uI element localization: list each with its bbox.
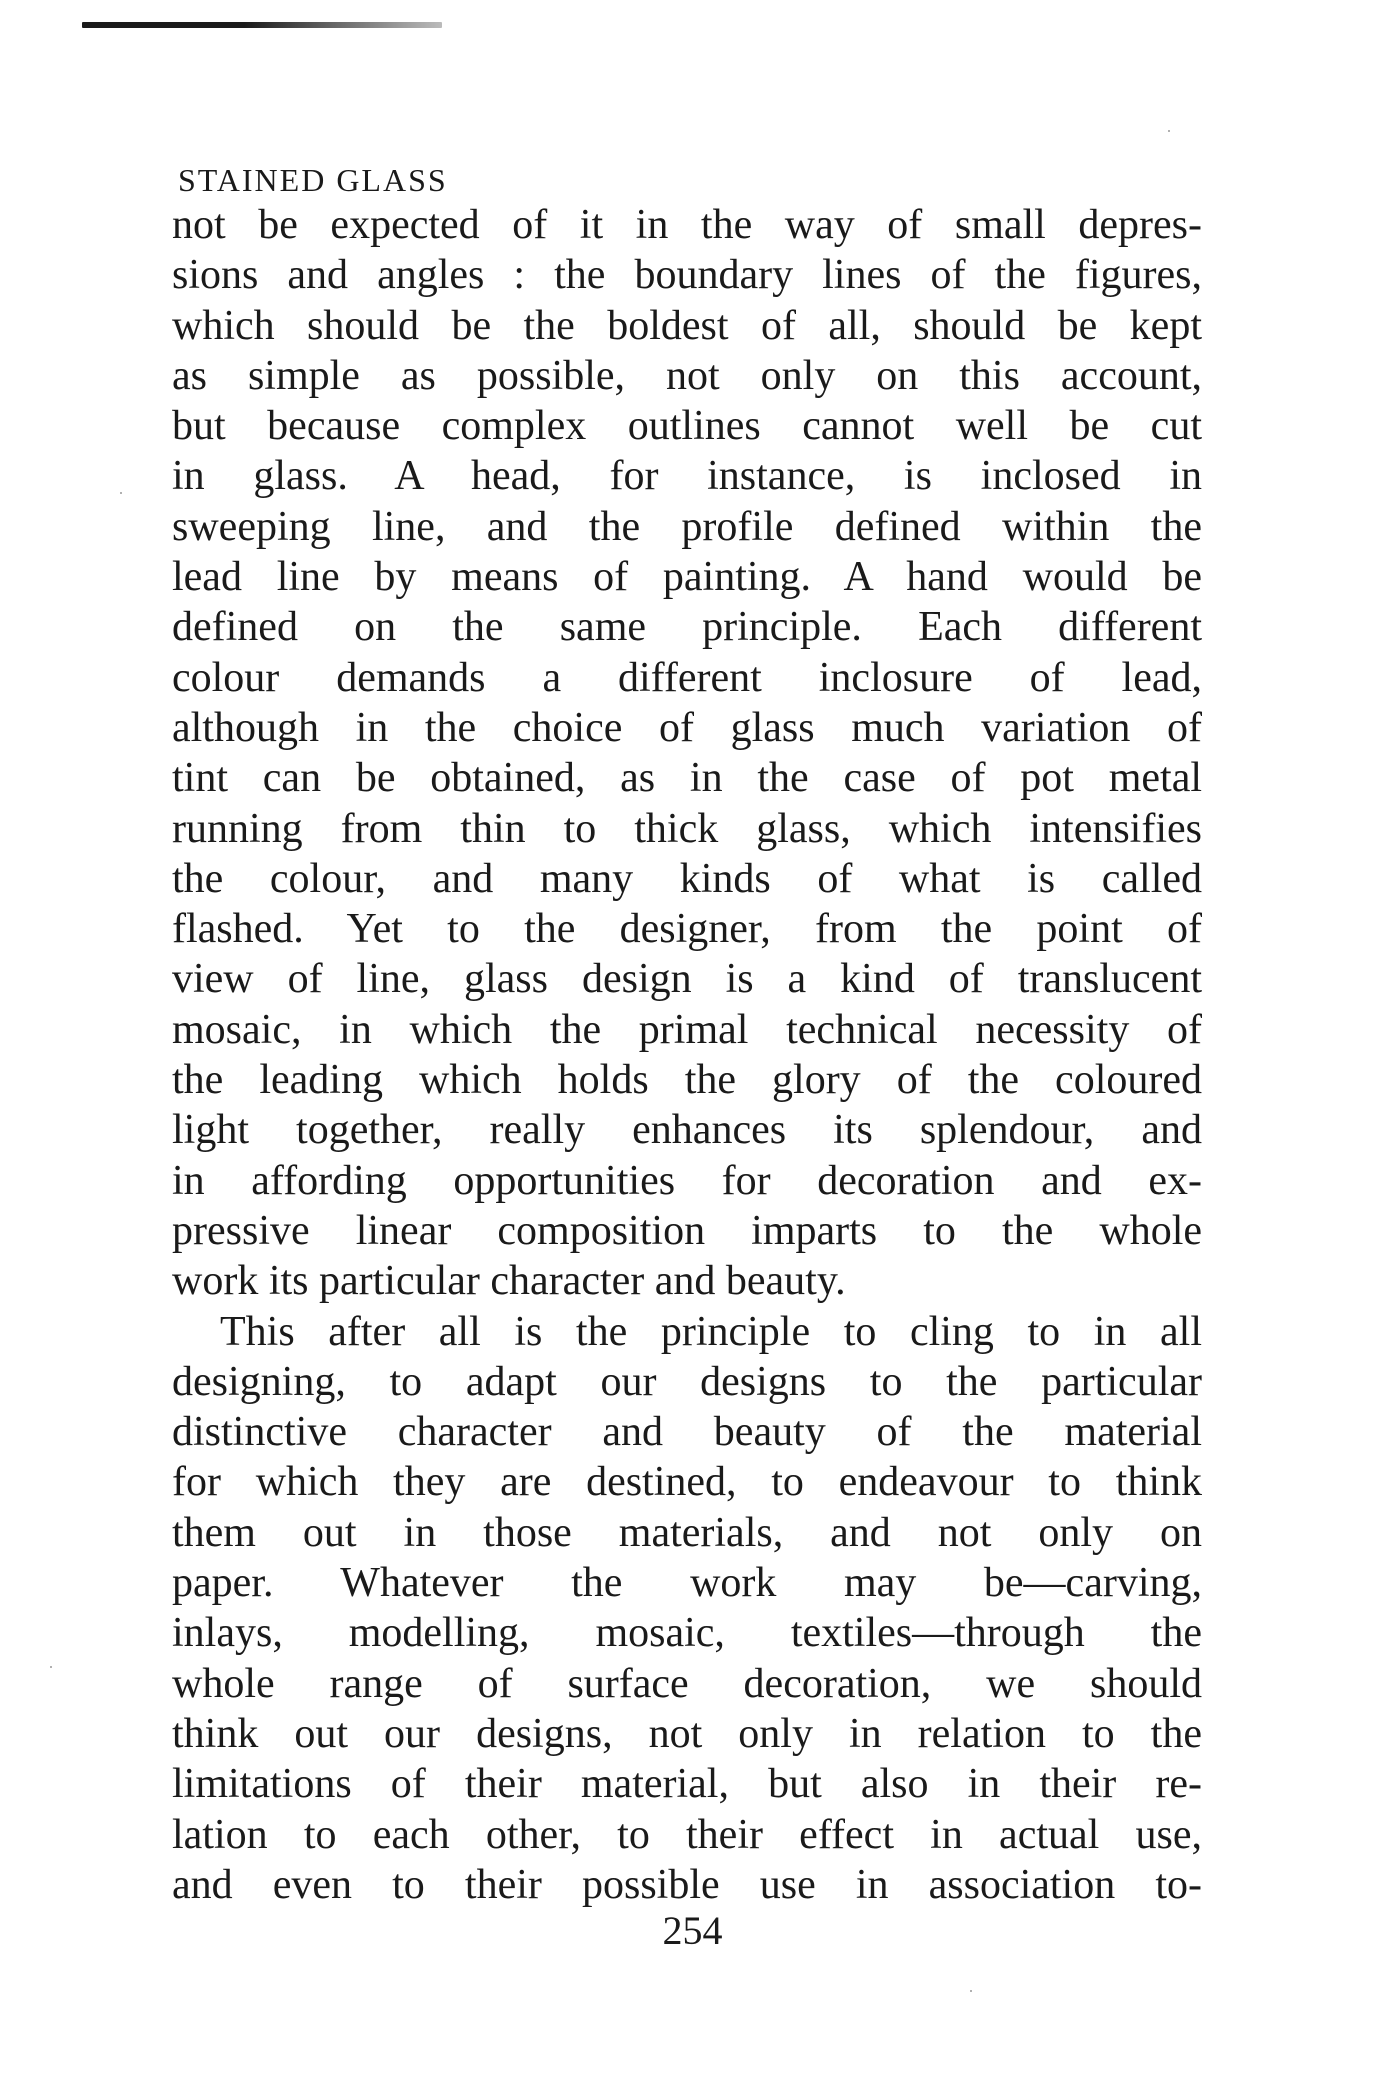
text-line: sweeping line, and the profile defined within the <box>172 503 1202 550</box>
text-line: work its particular character and beauty. <box>172 1258 846 1305</box>
body-text <box>172 200 1202 1910</box>
text-line: the leading which holds the glory of the coloured <box>172 1057 1202 1104</box>
top-rule <box>82 22 442 28</box>
text-line: view of line, glass design is a kind of translucent <box>172 956 1202 1003</box>
text-line: and even to their possible use in association to- <box>172 1861 1202 1908</box>
text-line: in glass. A head, for instance, is inclosed in <box>172 453 1202 500</box>
paragraph-1 <box>172 200 1202 1307</box>
text-line: but because complex outlines cannot well be cut <box>172 403 1202 450</box>
paper-speck <box>50 1666 52 1668</box>
text-line: although in the choice of glass much variation of <box>172 704 1202 751</box>
text-line: light together, really enhances its splendour, and <box>172 1107 1202 1154</box>
text-line: distinctive character and beauty of the material <box>172 1409 1202 1456</box>
text-line: designing, to adapt our designs to the particular <box>172 1358 1202 1405</box>
page-number: 254 <box>662 1908 723 1953</box>
text-line: mosaic, in which the primal technical necessity of <box>172 1006 1202 1053</box>
text-line: running from thin to thick glass, which intensifies <box>172 805 1202 852</box>
text-line: This after all is the principle to cling to in all <box>220 1308 1202 1355</box>
text-line: in affording opportunities for decoration and ex- <box>172 1157 1202 1204</box>
text-line: them out in those materials, and not only on <box>172 1509 1202 1556</box>
text-line: pressive linear composition imparts to the whole <box>172 1207 1202 1254</box>
paper-speck <box>1168 130 1170 132</box>
text-line: lead line by means of painting. A hand would be <box>172 554 1202 601</box>
text-line: lation to each other, to their effect in actual use, <box>172 1811 1202 1858</box>
paragraph-2 <box>172 1307 1202 1911</box>
text-line: which should be the boldest of all, should be kept <box>172 302 1202 349</box>
text-line: whole range of surface decoration, we should <box>172 1660 1202 1707</box>
text-line: tint can be obtained, as in the case of pot metal <box>172 755 1202 802</box>
text-line: limitations of their material, but also in their re- <box>172 1761 1202 1808</box>
paper-speck <box>120 492 122 494</box>
text-line: inlays, modelling, mosaic, textiles—through the <box>172 1610 1202 1657</box>
paper-speck <box>970 1990 972 1992</box>
text-line: for which they are destined, to endeavour to think <box>172 1459 1202 1506</box>
text-line: paper. Whatever the work may be—carving, <box>172 1560 1202 1607</box>
text-line: as simple as possible, not only on this account, <box>172 352 1202 399</box>
running-head: STAINED GLASS <box>178 162 448 198</box>
text-line: think out our designs, not only in relation to the <box>172 1710 1202 1757</box>
text-line: the colour, and many kinds of what is called <box>172 855 1202 902</box>
text-line: colour demands a different inclosure of lead, <box>172 654 1202 701</box>
text-line: sions and angles : the boundary lines of the figures, <box>172 252 1202 299</box>
text-line: flashed. Yet to the designer, from the point of <box>172 906 1202 953</box>
text-line: not be expected of it in the way of small depres- <box>172 202 1202 248</box>
text-line: defined on the same principle. Each different <box>172 604 1202 651</box>
